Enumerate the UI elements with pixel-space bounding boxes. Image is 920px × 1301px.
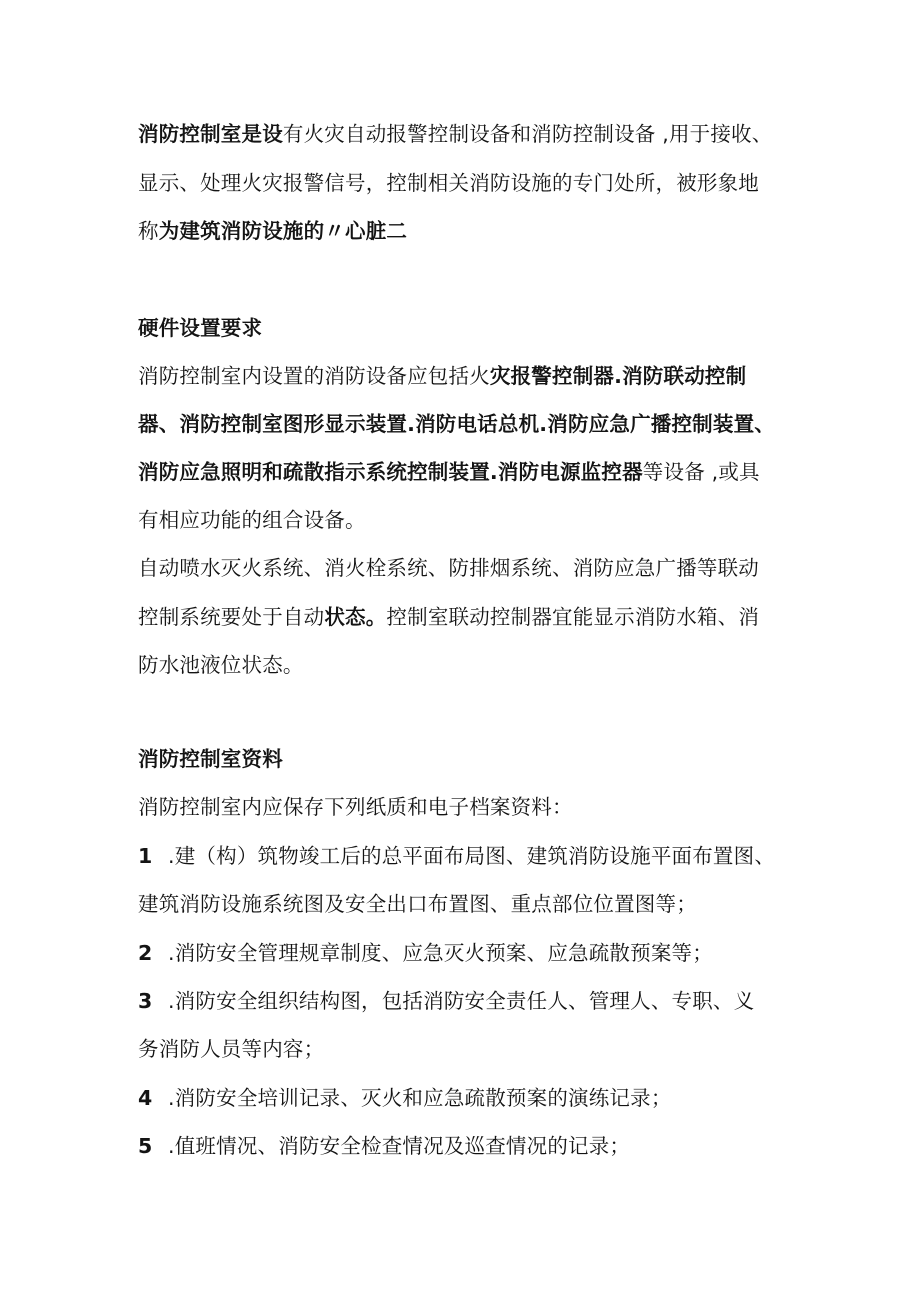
hardware-p2-line-2-bold: 状态。 — [324, 605, 387, 629]
records-item-5-text: .值班情况、消防安全检查情况及巡查情况的记录； — [168, 1134, 631, 1158]
intro-line-3-text: 称 — [138, 219, 159, 243]
records-item-4-text: .消防安全培训记录、灭火和应急疏散预案的演练记录； — [168, 1086, 672, 1110]
records-intro: 消防控制室内应保存下列纸质和电子档案资料： — [138, 795, 573, 819]
intro-line-1 — [138, 119, 838, 149]
records-item-1-text: .建（构）筑物竣工后的总平面布局图、建筑消防设施平面布置图、 — [168, 844, 776, 868]
hardware-p1-line-3-bold: 消防应急照明和疏散指示系统控制装置.消防电源监控器 — [138, 460, 643, 484]
records-item-3-line-2: 务消防人员等内容； — [138, 1037, 325, 1061]
hardware-p1-line-1-bold: 灾报警控制器.消防联动控制 — [489, 364, 747, 388]
hardware-p2-line-2-text-b: 控制室联动控制器宜能显示消防水箱、消 — [386, 605, 760, 629]
records-item-2-text: .消防安全管理规章制度、应急灭火预案、应急疏散预案等； — [168, 941, 713, 965]
intro-line-3 — [138, 216, 838, 246]
hardware-p1-line-3-text: 等设备 ,或具 — [642, 460, 760, 484]
records-item-4-number: 4 — [138, 1086, 153, 1110]
hardware-p2-line-1: 自动喷水灭火系统、消火栓系统、防排烟系统、消防应急广播等联动 — [138, 556, 759, 580]
records-item-2 — [138, 938, 838, 968]
records-item-1-line-1 — [138, 841, 838, 871]
records-item-4 — [138, 1083, 838, 1113]
intro-line-2: 显示、处理火灾报警信号，控制相关消防设施的专门处所，被形象地 — [138, 171, 759, 195]
intro-line-3-bold: 为建筑消防设施的〃心脏二 — [158, 219, 408, 243]
records-item-5 — [138, 1131, 838, 1161]
hardware-p2-line-2-text-a: 控制系统要处于自动 — [138, 605, 325, 629]
records-item-3-line-1 — [138, 986, 838, 1016]
hardware-p2-line-3: 防水池液位状态。 — [138, 653, 304, 677]
hardware-p1-line-2: 器、消防控制室图形显示装置.消防电话总机.消防应急广播控制装置、 — [138, 412, 775, 436]
hardware-heading: 硬件设置要求 — [138, 316, 263, 340]
records-item-1-line-2: 建筑消防设施系统图及安全出口布置图、重点部位位置图等； — [138, 892, 697, 916]
intro-line-1-bold: 消防控制室是设 — [138, 122, 283, 146]
records-item-1-number: 1 — [138, 844, 153, 868]
records-heading: 消防控制室资料 — [138, 747, 283, 771]
records-item-3-number: 3 — [138, 989, 153, 1013]
hardware-p1-line-4: 有相应功能的组合设备。 — [138, 508, 366, 532]
hardware-p2-line-2 — [138, 602, 838, 632]
records-item-5-number: 5 — [138, 1134, 153, 1158]
records-item-3-text: .消防安全组织结构图，包括消防安全责任人、管理人、专职、义 — [168, 989, 755, 1013]
hardware-p1-line-3 — [138, 457, 838, 487]
intro-line-1-text: 有火灾自动报警控制设备和消防控制设备 ,用于接收、 — [282, 122, 773, 146]
hardware-p1-line-1 — [138, 361, 838, 391]
records-item-2-number: 2 — [138, 941, 153, 965]
hardware-p1-line-1-text: 消防控制室内设置的消防设备应包括火 — [138, 364, 490, 388]
